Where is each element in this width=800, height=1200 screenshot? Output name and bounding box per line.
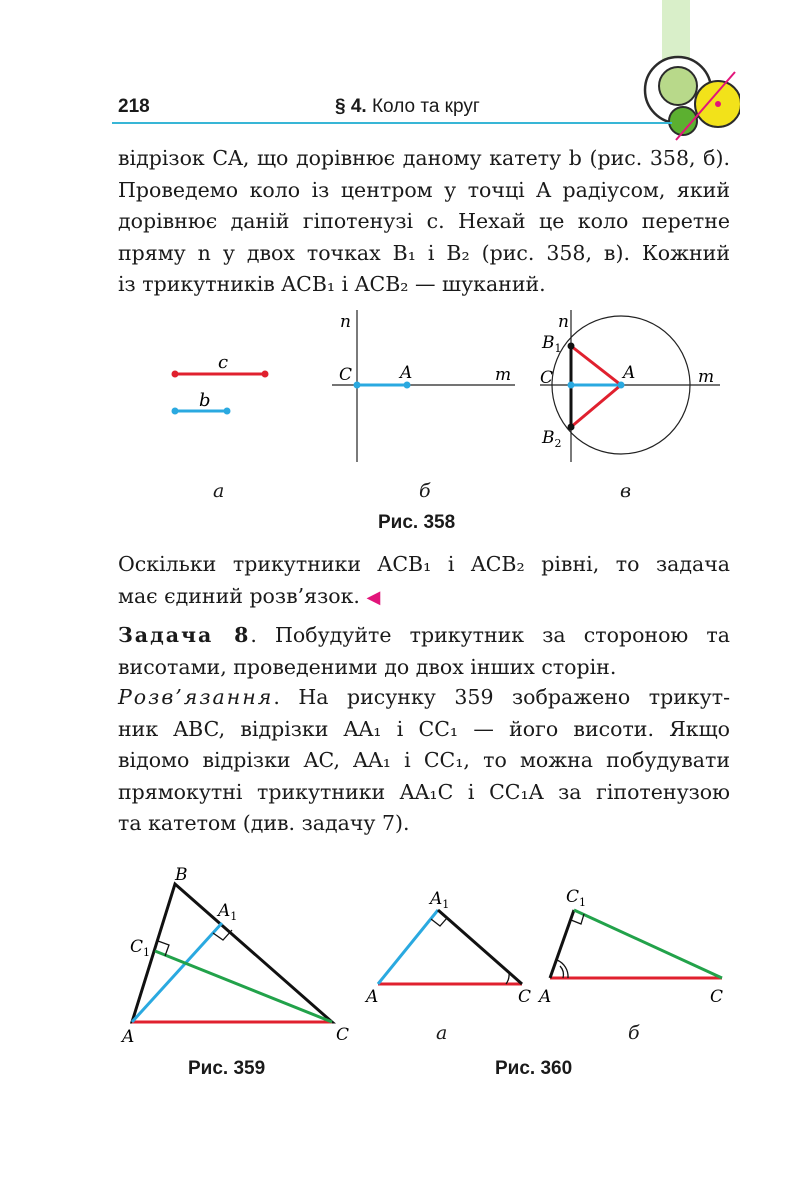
solution-label: Розв’язання — [118, 685, 274, 709]
side-C1C — [574, 910, 722, 978]
text-line: висотами, проведеними до двох інших сторін. — [118, 654, 617, 679]
label-A1: $A_1$ — [218, 901, 238, 923]
fig360-sub-b: б — [628, 1022, 640, 1044]
text-line: відомо відрізки AC, AA₁ і CC₁, то можна побудувати — [118, 748, 730, 772]
emblem-circle-inner — [659, 67, 697, 105]
label-A: A — [623, 363, 636, 383]
segment-AB1 — [571, 346, 621, 385]
fig359-caption: Рис. 359 — [188, 1058, 266, 1079]
figure-359 — [110, 860, 370, 1050]
text-line: Оскільки трикутники ACB₁ і ACB₂ рівні, то задача — [118, 552, 730, 576]
fig358-caption: Рис. 358 — [378, 512, 456, 533]
label-B: B — [175, 865, 188, 885]
label-m: m — [698, 367, 715, 387]
segment-c-endpoint — [172, 371, 179, 378]
section-mark: § 4. — [335, 96, 367, 117]
segment-AB2 — [571, 385, 621, 427]
label-A: A — [122, 1027, 135, 1047]
text-line: дорівнює даній гіпотенузі c. Нехай це коло перетне — [118, 209, 730, 233]
header-rule — [112, 122, 672, 124]
text-line: прямокутні трикутники AA₁C і CC₁A за гіпотенузою — [118, 779, 730, 804]
fig360-caption: Рис. 360 — [495, 1058, 573, 1079]
label-C: C — [540, 368, 554, 388]
label-b: b — [199, 390, 211, 411]
text-line — [118, 620, 730, 652]
segment-c-endpoint — [262, 371, 269, 378]
text-line — [118, 682, 730, 714]
fig358-sub-b: б — [419, 480, 431, 502]
label-C1: $C_1$ — [130, 937, 151, 959]
paragraph-2 — [118, 549, 730, 613]
label-C: C — [336, 1025, 350, 1045]
point-B2 — [568, 424, 575, 431]
fig358-sub-a: а — [213, 480, 225, 502]
label-C1: $C_1$ — [566, 887, 587, 909]
label-C: C — [339, 365, 353, 385]
side-AA1 — [378, 910, 438, 984]
label-C: C — [518, 987, 532, 1007]
segment-b-endpoint — [172, 408, 179, 415]
page-number: 218 — [118, 96, 150, 117]
label-A: A — [539, 987, 552, 1007]
label-B2: $B_2$ — [542, 428, 562, 450]
task-8 — [118, 620, 730, 683]
label-n: n — [340, 312, 351, 332]
height-CC1 — [155, 951, 332, 1022]
section-title — [335, 96, 480, 118]
fig358-sub-c: в — [620, 480, 632, 502]
point-C — [354, 382, 361, 389]
angle-mark — [506, 973, 509, 984]
segment-b-endpoint — [224, 408, 231, 415]
text-line: пряму n у двох точках B₁ і B₂ (рис. 358, в). Кожний — [118, 240, 730, 265]
side-A1C — [438, 910, 522, 984]
label-C: C — [710, 987, 724, 1007]
text-line: Проведемо коло із центром у точці A радіусом, який — [118, 177, 730, 202]
label-B1: $B_1$ — [542, 333, 562, 355]
point-B1 — [568, 343, 575, 350]
figure-360 — [360, 880, 750, 1030]
text-line-content: має єдиний розв’язок. — [118, 583, 360, 608]
label-A: A — [400, 363, 413, 383]
task-text: . Побудуйте трикутник за стороною та — [250, 623, 730, 647]
figure-358 — [150, 300, 750, 500]
text-line: ник ABC, відрізки AA₁ і CC₁ — його висоти. Якщо — [118, 716, 730, 741]
chapter-emblem — [620, 0, 740, 160]
label-A: A — [366, 987, 379, 1007]
task-label: Задача 8 — [118, 623, 251, 647]
label-c: c — [218, 352, 229, 373]
text-line — [118, 581, 730, 614]
solution-text: . На рисунку 359 зображено трикут- — [273, 685, 730, 709]
label-n: n — [558, 312, 569, 332]
point-C — [568, 382, 575, 389]
section-name: Коло та круг — [371, 96, 480, 117]
label-m: m — [495, 365, 512, 385]
text-line: та катетом (див. задачу 7). — [118, 811, 410, 835]
emblem-dot — [715, 101, 721, 107]
end-marker-icon: ◀ — [366, 586, 381, 608]
text-line: відрізок CA, що дорівнює даному катету b (рис. 358, б). — [118, 146, 730, 170]
angle-mark — [560, 966, 563, 978]
paragraph-1 — [118, 143, 730, 301]
label-A1: $A_1$ — [430, 889, 450, 911]
text-line: із трикутників ACB₁ і ACB₂ — шуканий. — [118, 272, 546, 296]
right-angle-mark — [431, 918, 447, 926]
paragraph-solution — [118, 682, 730, 840]
fig360-sub-a: а — [436, 1022, 448, 1044]
